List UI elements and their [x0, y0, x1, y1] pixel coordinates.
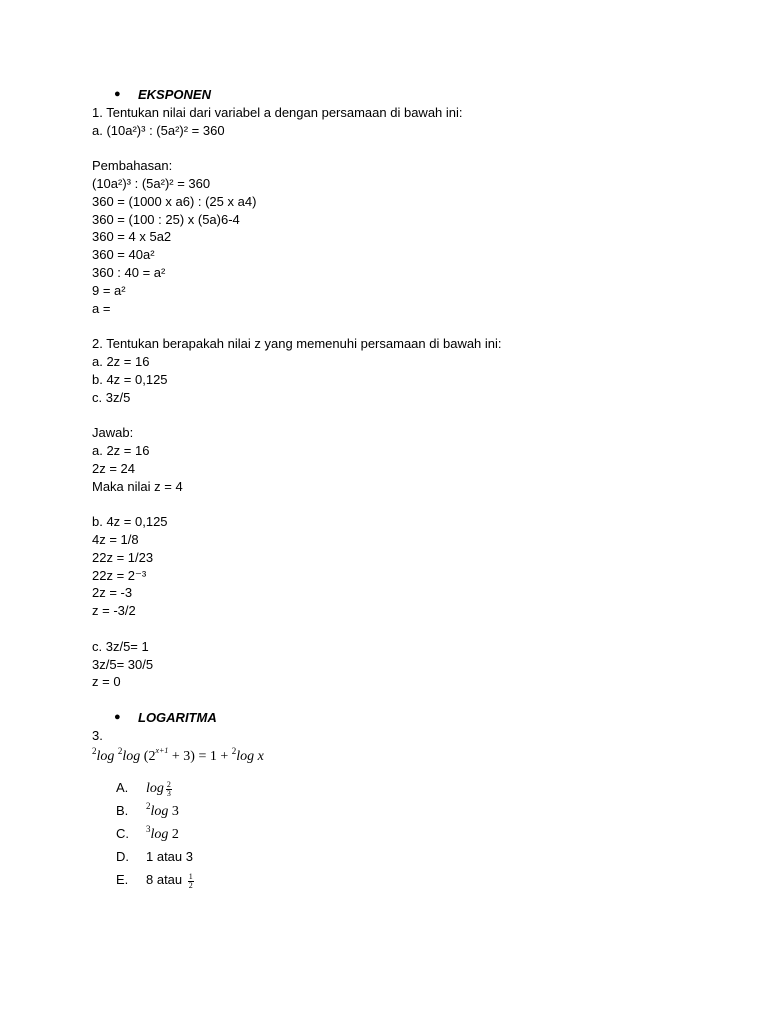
spacer — [92, 406, 712, 424]
question-3-number: 3. — [92, 727, 103, 743]
option-value — [146, 870, 194, 890]
jawab-b-line: 22z = 1/23 — [92, 549, 154, 565]
bullet-icon: ● — [114, 710, 121, 723]
pembahasan-step: 360 = 40a² — [92, 247, 155, 263]
option-label: E. — [116, 872, 129, 888]
document-body — [92, 86, 712, 893]
log-base: 2 — [231, 746, 237, 757]
option-c — [116, 824, 712, 847]
option-value — [146, 824, 179, 845]
log-operator: log — [236, 749, 255, 765]
option-e — [116, 870, 712, 893]
jawab-c-line: c. 3z/5= 1 — [92, 638, 149, 654]
jawab-c-line: z = 0 — [92, 674, 121, 690]
fraction — [166, 781, 172, 798]
log-operator: log — [150, 827, 169, 843]
jawab-a-line: Maka nilai z = 4 — [92, 478, 183, 494]
denominator: 2 — [188, 880, 193, 890]
jawab-c-line: 3z/5= 30/5 — [92, 656, 154, 672]
numerator: 1 — [188, 871, 193, 881]
log-argument: 3 — [168, 804, 179, 820]
pembahasan-step: 9 = a² — [92, 282, 126, 298]
jawab-b-line: 22z = 2⁻³ — [92, 567, 147, 583]
question-2-prompt: 2. Tentukan berapakah nilai z yang memenuhi persamaan di bawah ini: — [92, 336, 502, 352]
pembahasan-step: 360 = (1000 x a6) : (25 x a4) — [92, 193, 257, 209]
question-2-item: b. 4z = 0,125 — [92, 371, 168, 387]
bullet-icon: ● — [114, 88, 121, 100]
log-base: 2 — [92, 746, 97, 757]
log-operator: log — [96, 749, 115, 765]
question-1-prompt: 1. Tentukan nilai dari variabel a dengan persamaan di bawah ini: — [92, 104, 463, 120]
question-1-item: a. (10a²)³ : (5a²)² = 360 — [92, 122, 225, 138]
option-label: C. — [116, 826, 129, 842]
log-operator: log — [146, 781, 164, 797]
variable: x — [254, 749, 264, 765]
heading-text: LOGARITMA — [138, 709, 217, 725]
option-d — [116, 847, 712, 870]
spacer — [92, 495, 712, 513]
pembahasan-step: 360 : 40 = a² — [92, 264, 166, 280]
spacer — [92, 317, 712, 335]
spacer — [92, 139, 712, 157]
numerator: 2 — [166, 779, 171, 789]
option-b — [116, 801, 712, 824]
jawab-b-line: 4z = 1/8 — [92, 531, 139, 547]
heading-text: EKSPONEN — [138, 87, 211, 102]
section-heading-eksponen — [92, 86, 712, 104]
pembahasan-label: Pembahasan: — [92, 158, 173, 174]
option-label: D. — [116, 849, 129, 865]
jawab-b-line: 2z = -3 — [92, 585, 133, 601]
log-base: 2 — [146, 801, 151, 812]
equation-rhs: = 1 + — [198, 749, 232, 765]
question-2-item: c. 3z/5 — [92, 389, 131, 405]
spacer — [92, 691, 712, 709]
pembahasan-step: 360 = 4 x 5a2 — [92, 229, 172, 245]
option-a — [116, 778, 712, 801]
log-base: 3 — [146, 824, 151, 835]
option-value: 1 atau 3 — [146, 849, 193, 865]
jawab-label: Jawab: — [92, 425, 134, 441]
pembahasan-step: a = — [92, 300, 111, 316]
jawab-b-line: z = -3/2 — [92, 603, 136, 619]
jawab-a-line: a. 2z = 16 — [92, 442, 150, 458]
section-heading-logaritma — [92, 709, 712, 727]
jawab-b-line: b. 4z = 0,125 — [92, 514, 168, 530]
spacer — [92, 620, 712, 638]
logarithm-equation — [92, 746, 712, 768]
pembahasan-step: 360 = (100 : 25) x (5a)6-4 — [92, 211, 240, 227]
answer-options — [116, 778, 712, 893]
log-operator: log — [150, 804, 169, 820]
fraction — [188, 873, 194, 890]
log-operator: log — [122, 749, 141, 765]
log-argument: 2 — [168, 827, 179, 843]
equation-term: (2 — [140, 749, 156, 765]
option-text: 8 atau — [146, 872, 186, 888]
log-base: 2 — [117, 746, 123, 757]
question-2-item: a. 2z = 16 — [92, 353, 150, 369]
exponent: x+1 — [155, 746, 169, 756]
jawab-a-line: 2z = 24 — [92, 460, 136, 476]
pembahasan-step: (10a²)³ : (5a²)² = 360 — [92, 175, 211, 191]
option-value — [146, 778, 172, 799]
option-value — [146, 801, 179, 822]
equation-term: + 3) — [168, 749, 199, 765]
option-label: B. — [116, 803, 129, 819]
denominator: 3 — [166, 788, 171, 798]
option-label: A. — [116, 780, 129, 796]
